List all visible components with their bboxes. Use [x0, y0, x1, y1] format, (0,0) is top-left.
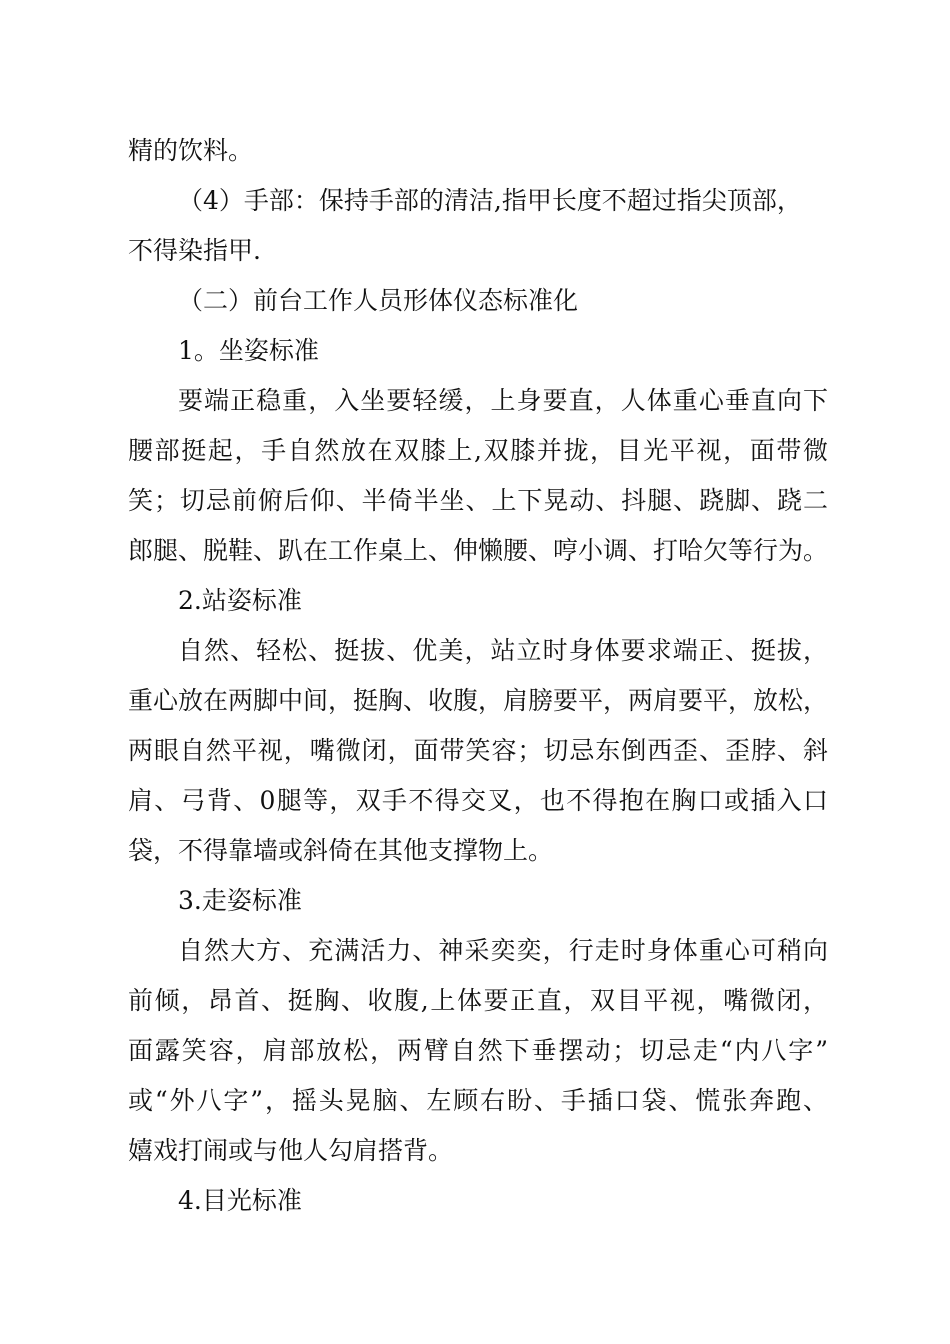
subsection-heading: 2.站姿标准: [178, 586, 302, 615]
text-line: 腰部挺起，手自然放在双膝上,双膝并拢，目光平视，面带微: [128, 436, 828, 465]
text-line: 肩、弓背、0腿等，双手不得交叉，也不得抱在胸口或插入口: [128, 786, 828, 815]
text-line: 重心放在两脚中间，挺胸、收腹，肩膀要平，两肩要平，放松，: [128, 686, 828, 715]
text-line: 自然大方、充满活力、神采奕奕，行走时身体重心可稍向: [178, 936, 828, 965]
text-line: 或“外八字”，摇头晃脑、左顾右盼、手插口袋、慌张奔跑、: [128, 1086, 828, 1115]
text-line: 要端正稳重，入坐要轻缓，上身要直，人体重心垂直向下: [178, 386, 828, 415]
text-line: 精的饮料。: [128, 136, 254, 165]
subsection-heading: 4.目光标准: [178, 1186, 302, 1215]
text-line: 笑；切忌前俯后仰、半倚半坐、上下晃动、抖腿、跷脚、跷二: [128, 486, 828, 515]
text-line: 面露笑容，肩部放松，两臂自然下垂摆动；切忌走“内八字”: [128, 1036, 828, 1065]
subsection-heading: 1。坐姿标准: [178, 336, 319, 365]
text-line: 前倾，昂首、挺胸、收腹,上体要正直，双目平视，嘴微闭，: [128, 986, 828, 1015]
text-line: 不得染指甲.: [128, 236, 261, 265]
section-heading: （二）前台工作人员形体仪态标准化: [178, 286, 579, 315]
text-line: 袋，不得靠墙或斜倚在其他支撑物上。: [128, 836, 554, 865]
text-line: 郎腿、脱鞋、趴在工作桌上、伸懒腰、哼小调、打哈欠等行为。: [128, 536, 828, 565]
subsection-heading: 3.走姿标准: [178, 886, 302, 915]
text-line: 自然、轻松、挺拔、优美，站立时身体要求端正、挺拔，: [178, 636, 828, 665]
text-line: 嬉戏打闹或与他人勾肩搭背。: [128, 1136, 454, 1165]
text-line: 两眼自然平视，嘴微闭，面带笑容；切忌东倒西歪、歪脖、斜: [128, 736, 828, 765]
text-line: （4）手部：保持手部的清洁,指甲长度不超过指尖顶部，: [178, 186, 802, 215]
